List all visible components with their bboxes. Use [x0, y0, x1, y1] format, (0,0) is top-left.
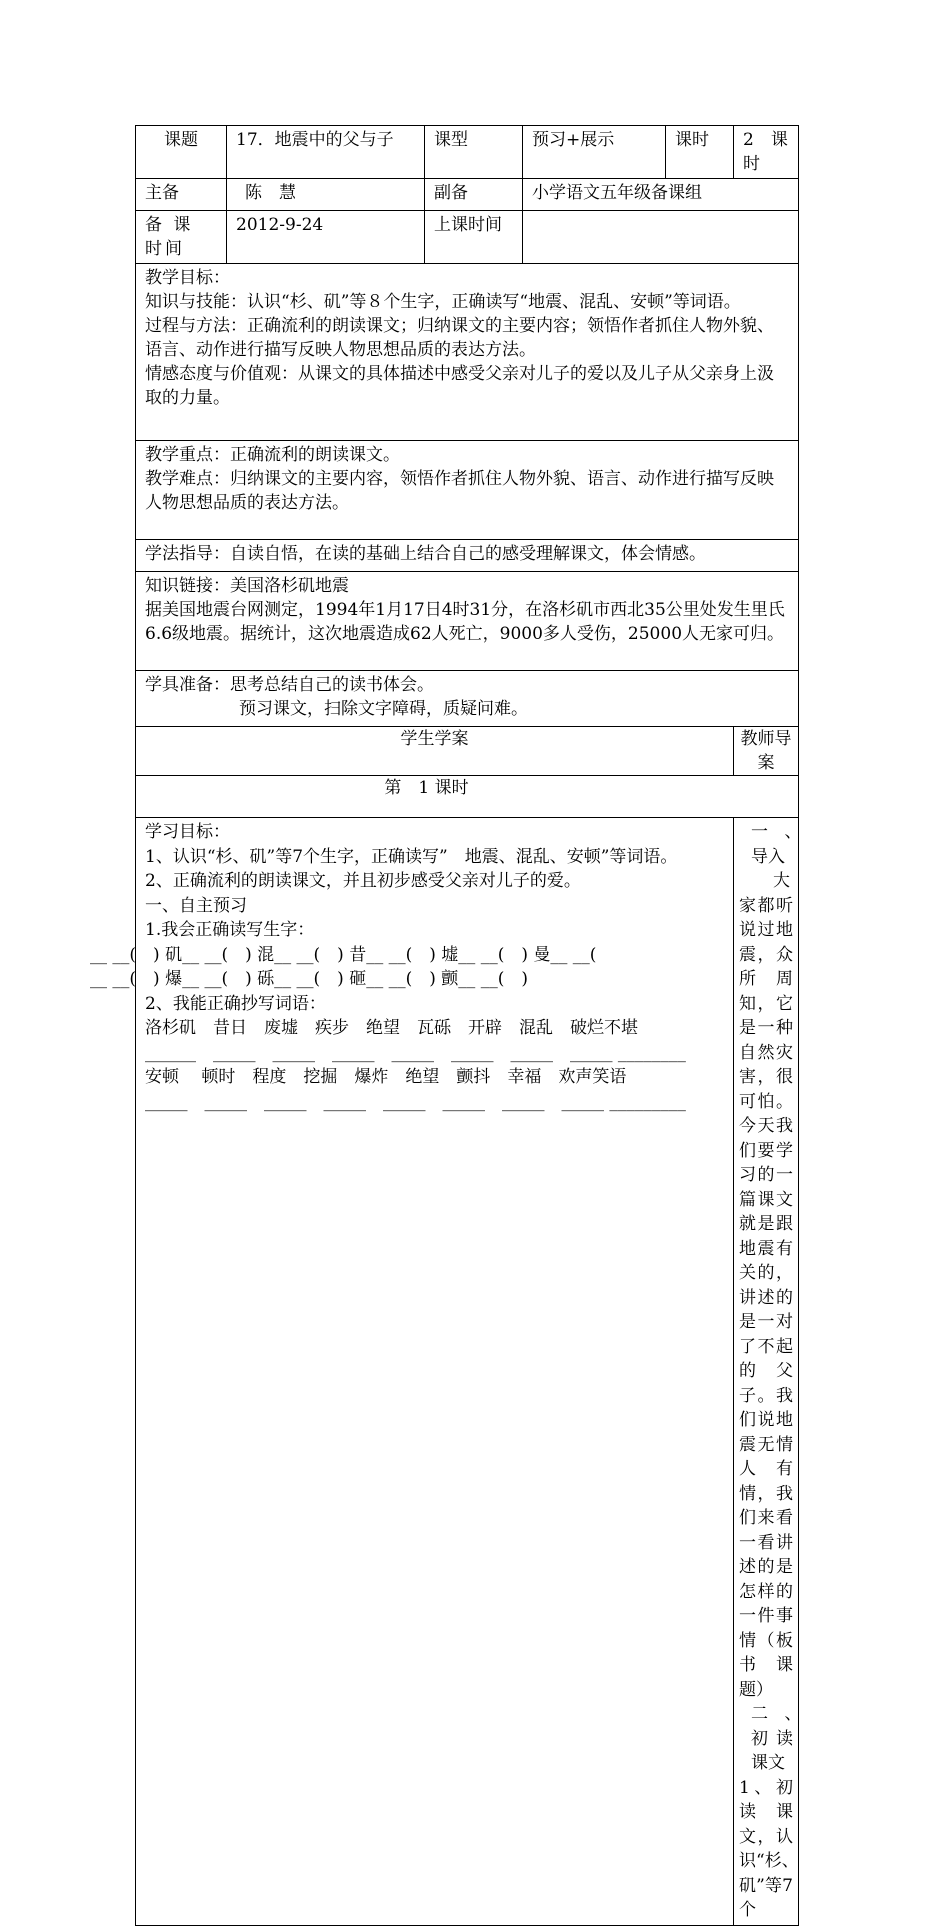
char-blanks-line-1: __ __( ) 矶__ __( ) 混__ __( ) 昔__ __( ) 墟__ __( ) 曼__ __( [90, 944, 597, 965]
teacher-section-1: 一、 导入 [751, 822, 810, 867]
knowledge-link [136, 572, 799, 671]
word-task-heading: 2、我能正确抄写词语： [145, 993, 326, 1014]
link-body: 据美国地震台网测定，1994年1月17日4时31分，在洛杉矶市西北35公里处发生里氏6.6级地震。据统计，这次地震造成62人死亡，9000多人受伤，25000人无家可归。 [145, 600, 785, 644]
assist-value: 小学语文五年级备课组 [523, 179, 799, 211]
objective-knowledge: 知识与技能：认识“杉、矶”等８个生字，正确读写“地震、混乱、安顿”等词语。 [145, 292, 741, 312]
learning-method: 学法指导：自读自悟，在读的基础上结合自己的感受理解课文，体会情感。 [136, 540, 799, 572]
teacher-column-header: 教师导案 [734, 727, 799, 776]
prep-time-label: 备 课 时间 [136, 211, 227, 264]
word-list-1: 洛杉矶 昔日 废墟 疾步 绝望 瓦砾 开辟 混乱 破烂不堪 [145, 1018, 638, 1038]
lead-value: 陈 慧 [227, 179, 425, 211]
teacher-section-2: 二、 初读课文 [751, 1704, 810, 1773]
topic-label: 课题 [136, 126, 227, 179]
prep-time-value: 2012-9-24 [227, 211, 425, 264]
key-difficulty: 教学难点：归纳课文的主要内容，领悟作者抓住人物外貌、语言、动作进行描写反映人物思想品质的表达方法。 [145, 469, 774, 513]
tool-prep [136, 671, 799, 727]
student-column-header: 学生学案 [136, 727, 734, 776]
goal-1: 1、认识“杉、矶”等7个生字，正确读写” 地震、混乱、安顿”等词语。 [145, 846, 678, 867]
goal-2: 2、正确流利的朗读课文，并且初步感受父亲对儿子的爱。 [145, 871, 581, 891]
type-label: 课型 [425, 126, 523, 179]
lead-label: 主备 [136, 179, 227, 211]
teacher-plan [734, 818, 810, 1926]
char-blanks-line-2: __ __( ) 爆__ __( ) 砾__ __( ) 砸__ __( ) 颤__ __( ) [90, 969, 528, 989]
prep-line-2: 预习课文，扫除文字障碍，质疑问难。 [239, 699, 528, 719]
topic-value: 17．地震中的父与子 [227, 126, 425, 179]
teacher-intro: 大家都听说过地震，众所周知，它是一种自然灾害，很可怕。今天我们要学习的一篇课文就是跟地震有关的，讲述的是一对了不起的父子。我们说地震无情人有情，我们来看一看讲述的是怎样的一件事情（板书课题） [739, 871, 793, 1700]
objective-process: 过程与方法：正确流利的朗读课文；归纳课文的主要内容；领悟作者抓住人物外貌、语言、动作进行描写反映人物思想品质的表达方法。 [145, 316, 774, 360]
lesson-number: 第 1 课时 [136, 776, 799, 818]
period-value: 2 课时 [734, 126, 799, 179]
word-list-2: 安顿 顿时 程度 挖掘 爆炸 绝望 颤抖 幸福 欢声笑语 [145, 1067, 627, 1087]
objective-emotion: 情感态度与价值观：从课文的具体描述中感受父亲对儿子的爱以及儿子从父亲身上汲取的力量。 [145, 364, 774, 408]
lesson-plan-table [90, 125, 810, 1926]
class-time-label: 上课时间 [425, 211, 523, 264]
assist-label: 副备 [425, 179, 523, 211]
student-plan [90, 818, 734, 1926]
key-points [136, 441, 799, 540]
self-preview-heading: 一、自主预习 [145, 895, 247, 916]
word-blanks-2: _____ _____ _____ _____ _____ _____ _____ _____ _________ [145, 1091, 686, 1112]
goal-title: 学习目标： [145, 822, 230, 842]
prep-line-1: 学具准备：思考总结自己的读书体会。 [145, 675, 434, 695]
objectives-title: 教学目标： [145, 268, 230, 288]
key-focus: 教学重点：正确流利的朗读课文。 [145, 445, 400, 465]
char-task-heading: 1.我会正确读写生字： [145, 920, 315, 940]
class-time-value [523, 211, 799, 264]
teacher-item-1: 1、初读课文，认识“杉、矶”等7个 [739, 1777, 799, 1920]
type-value: 预习+展示 [523, 126, 666, 179]
lesson-plan-page [90, 125, 810, 1926]
teaching-objectives [136, 264, 799, 441]
period-label: 课时 [666, 126, 734, 179]
link-title: 知识链接：美国洛杉矶地震 [145, 576, 349, 596]
word-blanks-1: ______ _____ _____ _____ _____ _____ _____ _____ ________ [145, 1042, 686, 1063]
